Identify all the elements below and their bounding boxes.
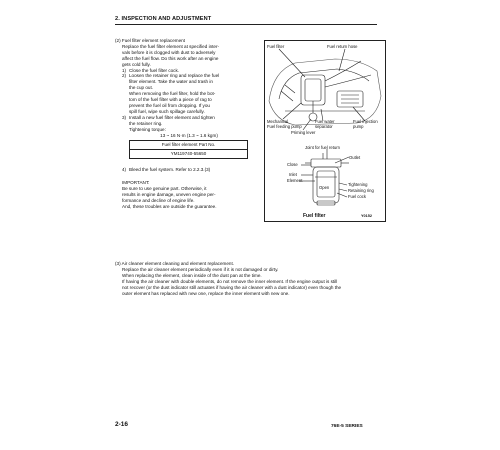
label-fuel-return-hose: Fuel return hose — [327, 44, 358, 49]
step-number: 3) — [122, 114, 127, 120]
intro-line: Replace the fuel filter element at specified inter- — [122, 43, 220, 49]
step-line: the retainer ring. — [129, 120, 163, 126]
label-open: Open — [319, 185, 330, 190]
diagram-code: Y0152 — [361, 214, 372, 218]
step-text: Close the fuel filter cock. — [129, 67, 180, 73]
label-joint-fuel-return: Joint for fuel return — [305, 145, 340, 150]
important-line: results in engine damage, uneven engine per- — [122, 191, 216, 197]
air-cleaner-section — [115, 261, 387, 296]
section-3-line: not recover (or the dust indicator still actuates if having the air cleaner with a dust indicator) even though the — [122, 284, 342, 290]
page-number: 2-16 — [115, 421, 129, 428]
step-text — [129, 115, 263, 133]
part-number: YM119740-55650 — [130, 150, 248, 159]
label-fuel-cock: Fuel cock — [348, 194, 366, 199]
fuel-filter-text-column — [115, 38, 263, 210]
important-label: IMPORTANT: — [122, 180, 150, 186]
section-3-line: outer element has replaced with new one, replace the inner element with new one. — [122, 290, 290, 296]
intro-line: vals before it is clogged with dust to adversely — [122, 49, 216, 55]
important-line: And, these troubles are outside the guarantee. — [122, 203, 217, 209]
step-4 — [115, 167, 263, 173]
part-table-header: Fuel filter element Part No. — [130, 141, 248, 150]
step-number: 2) — [122, 73, 127, 79]
step-text: Bleed the fuel system. Refer to 2.2.3.(3) — [129, 167, 211, 173]
section-2-heading: (2) Fuel filter element replacement — [115, 38, 185, 43]
step-text — [129, 73, 263, 114]
step-line: spill fuel, wipe such spillage carefully. — [129, 108, 205, 114]
important-line: Be sure to use genuine part. Otherwise, it — [122, 186, 207, 192]
label-mechanical: Mechanical — [267, 119, 289, 124]
label-close: Close — [287, 162, 298, 167]
diagram-caption: Fuel filter — [303, 213, 326, 219]
label-tightening: Tightening — [348, 182, 368, 187]
step-line: Install a new fuel filter element and tighten — [129, 114, 215, 120]
label-fuel-filter: Fuel filter — [267, 44, 285, 49]
step-2 — [115, 73, 263, 114]
fuel-filter-diagram — [264, 40, 386, 222]
section-3-line: When replacing the element, clean inside of the dust pan at the time. — [122, 272, 262, 278]
tightening-torque-value: 13 ~ 16 N·m (1.3 ~ 1.6 kgm) — [160, 132, 218, 138]
important-line: formance and decline of engine life. — [122, 197, 195, 203]
step-line: tom of the fuel filter with a piece of rag to — [129, 97, 212, 103]
label-element: Element — [287, 178, 303, 183]
section-3-line: Replace the air cleaner element periodically even if it is not damaged or dirty. — [122, 266, 279, 272]
label-priming-lever: Priming lever — [291, 130, 316, 135]
label-inlet: Inlet — [289, 172, 297, 177]
section-3-line: If having the air cleaner with double elements, do not remove the inner element. If the engine output is still — [122, 278, 338, 284]
label-retaining-ring: Retaining ring — [348, 188, 374, 193]
part-number-table — [129, 140, 248, 159]
label-pump: pump — [353, 124, 364, 129]
label-fuel-water: Fuel water — [315, 119, 335, 124]
label-fuel-injection: Fuel injection — [353, 119, 378, 124]
fuel-filter-illustration — [265, 41, 385, 221]
section-3-heading: (3) Air cleaner element cleaning and element replacement. — [115, 261, 234, 266]
label-outlet: Outlet — [349, 155, 361, 160]
series-name: 76E-5 SERIES — [331, 424, 363, 429]
step-line: Loosen the retainer ring and replace the fuel — [129, 73, 220, 79]
step-line: When removing the fuel filter, hold the bot- — [129, 91, 216, 97]
section-header: 2. INSPECTION AND ADJUSTMENT — [115, 16, 377, 25]
step-number: 4) — [122, 167, 127, 173]
step-3 — [115, 115, 263, 133]
intro-line: affect the fuel flow. Do this work after an engine — [122, 55, 219, 61]
step-line: the cup out. — [129, 85, 154, 91]
step-line: prevent the fuel oil from dropping. If you — [129, 102, 210, 108]
step-line: filter element. Take the water and trash in — [129, 79, 213, 85]
step-line: Tightening torque: — [129, 126, 166, 132]
label-fuel-feeding-pump: Fuel feeding pump — [267, 124, 302, 129]
label-separator: separator — [315, 124, 333, 129]
step-number: 1) — [122, 67, 127, 73]
intro-line: gets cold fully. — [122, 61, 151, 67]
